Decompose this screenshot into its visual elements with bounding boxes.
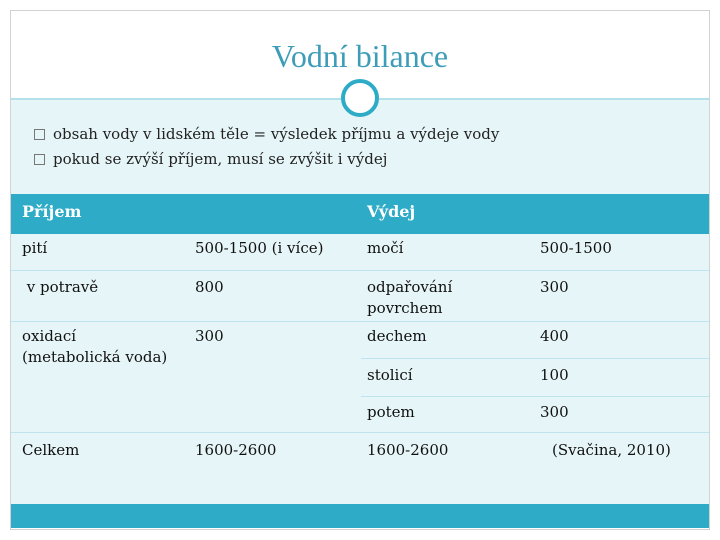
checkbox-bullet-icon bbox=[34, 154, 45, 165]
row-divider bbox=[361, 358, 709, 359]
output-label: odpařování povrchem bbox=[367, 278, 453, 317]
row-divider bbox=[361, 396, 709, 397]
slide-title: Vodní bilance bbox=[271, 38, 449, 74]
source-citation: (Svačina, 2010) bbox=[552, 441, 671, 459]
output-label: dechem bbox=[367, 327, 427, 345]
output-value: 500-1500 bbox=[540, 239, 612, 257]
bullet-item: obsah vody v lidském těle = výsledek příjmu a výdeje vody bbox=[34, 125, 499, 143]
bottom-band bbox=[11, 504, 709, 528]
output-label: potem bbox=[367, 403, 415, 421]
output-value: 300 bbox=[540, 278, 569, 296]
header-output: Výdej bbox=[367, 202, 416, 221]
row-divider bbox=[11, 432, 709, 433]
total-income: 1600-2600 bbox=[195, 441, 277, 459]
income-label: pití bbox=[22, 239, 48, 257]
output-value: 300 bbox=[540, 403, 569, 421]
row-divider bbox=[11, 321, 709, 322]
table-body bbox=[11, 234, 709, 504]
output-value: 400 bbox=[540, 327, 569, 345]
bullet-item: pokud se zvýší příjem, musí se zvýšit i výdej bbox=[34, 150, 387, 168]
header-income: Příjem bbox=[22, 202, 82, 221]
title-rule-left bbox=[11, 98, 341, 100]
output-value: 100 bbox=[540, 366, 569, 384]
row-divider bbox=[11, 270, 709, 271]
title-circle-ornament bbox=[341, 79, 379, 117]
total-output: 1600-2600 bbox=[367, 441, 449, 459]
total-label: Celkem bbox=[22, 441, 80, 459]
table-header-row bbox=[11, 194, 709, 234]
title-rule-right bbox=[379, 98, 709, 100]
income-value: 500-1500 (i více) bbox=[195, 239, 324, 257]
output-label: stolicí bbox=[367, 366, 413, 384]
income-value: 300 bbox=[195, 327, 224, 345]
income-value: 800 bbox=[195, 278, 224, 296]
checkbox-bullet-icon bbox=[34, 129, 45, 140]
income-label: v potravě bbox=[22, 278, 99, 296]
output-label: močí bbox=[367, 239, 404, 257]
income-label: oxidací (metabolická voda) bbox=[22, 327, 168, 366]
